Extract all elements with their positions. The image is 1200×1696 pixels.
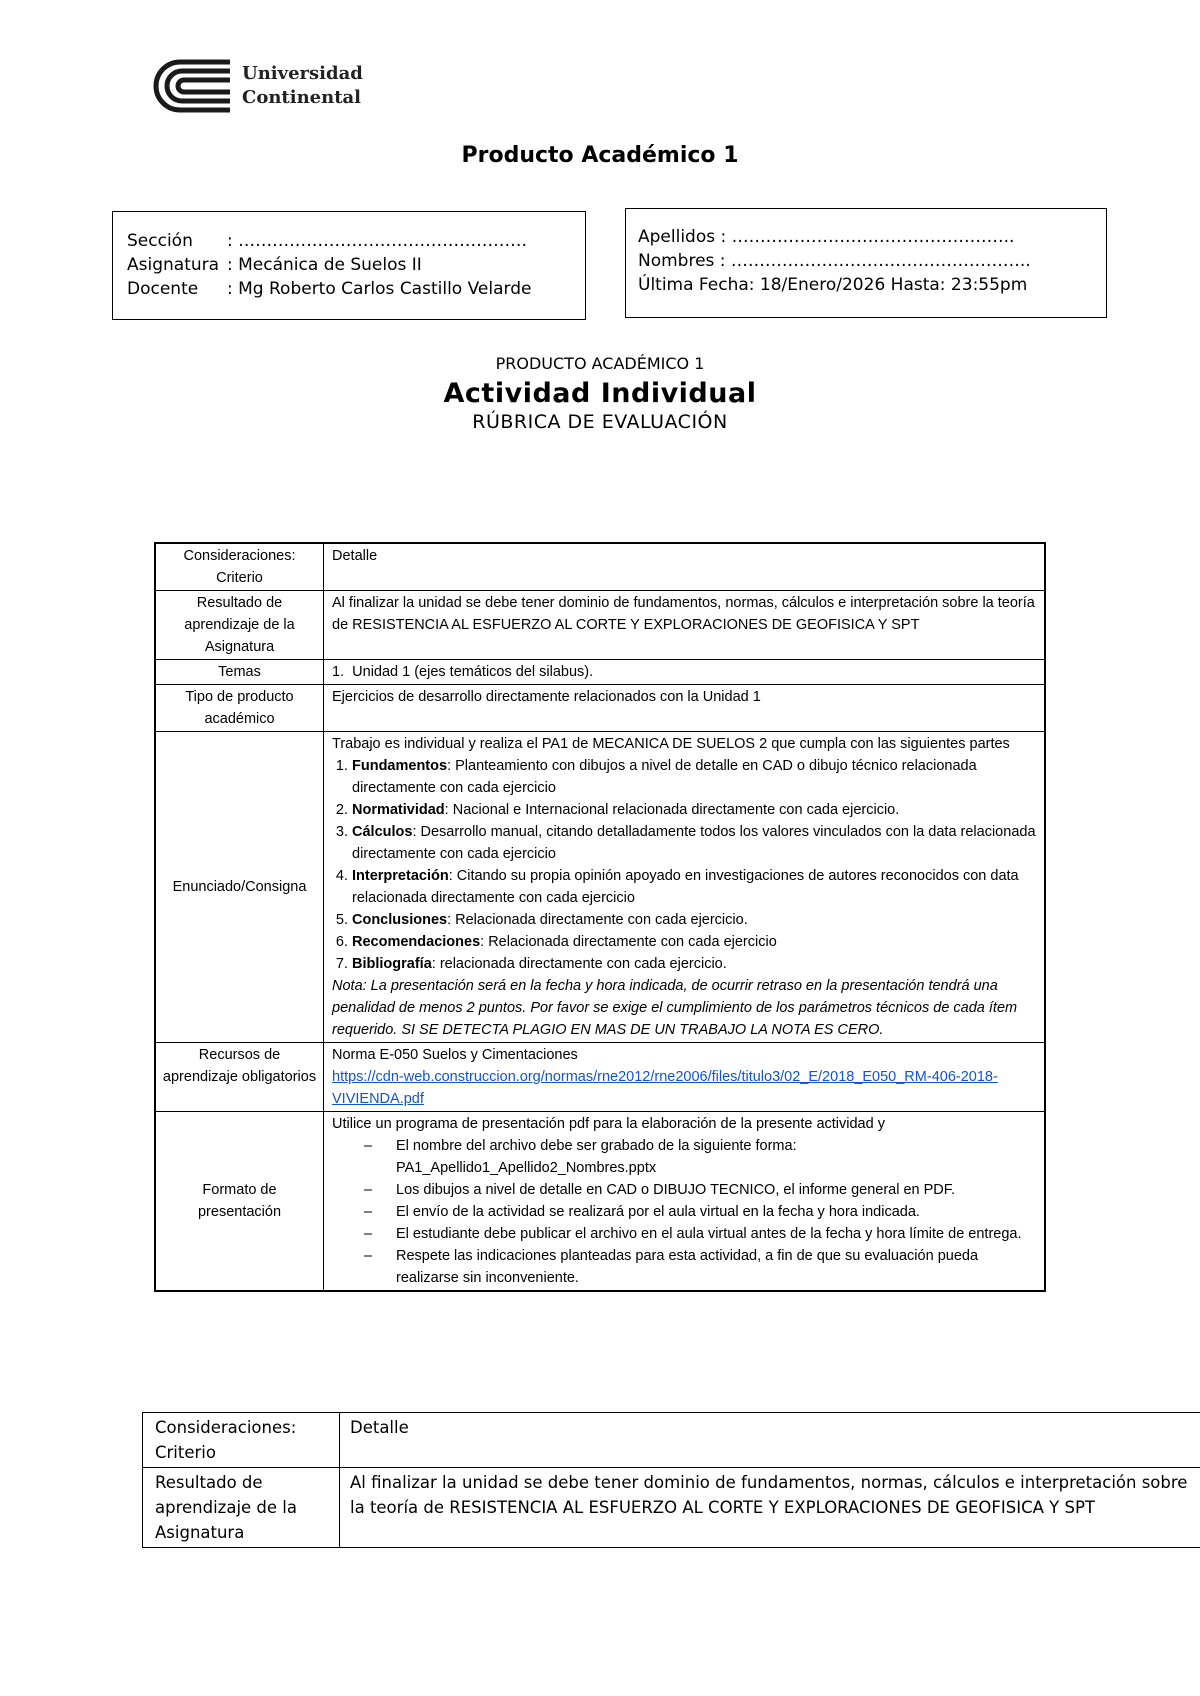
item-text: : Relacionada directamente con cada ejercicio: [480, 934, 777, 950]
list-item: [352, 953, 1036, 975]
list-item: [352, 931, 1036, 953]
docente-value: : Mg Roberto Carlos Castillo Velarde: [227, 279, 532, 299]
list-item: [352, 799, 1036, 821]
row-label-enunciado: Enunciado/Consigna: [155, 732, 324, 1043]
apellidos-field: Apellidos : …………………………………………..: [638, 227, 1015, 247]
list-item: [352, 821, 1036, 865]
item-term: Recomendaciones: [352, 934, 481, 950]
list-item: – El envío de la actividad se realizará por el aula virtual en la fecha y hora indicada.: [364, 1201, 1036, 1223]
docente-row: [127, 277, 585, 301]
item-text: : Citando su propia opinión apoyado en investigaciones de autores reconocidos con data relacionada directamente con cada ejercicio: [352, 868, 1019, 906]
item-term: Normatividad: [352, 802, 445, 818]
row-cell-temas: [324, 660, 1046, 685]
enunciado-note: Nota: La presentación será en la fecha y hora indicada, de ocurrir retraso en la presentación tendrá una penalidad de menos 2 puntos. Por favor se exige el cumplimiento de los parámetros técnicos de cada ítem requerido. SI SE DETECTA PLAGIO EN MAS DE UN TRABAJO LA NOTA ES CERO.: [332, 978, 1018, 1038]
row-label-resultado: Resultado de aprendizaje de la Asignatura: [155, 591, 324, 660]
row-label-tipo: Tipo de producto académico: [155, 685, 324, 732]
activity-title: Actividad Individual: [443, 378, 757, 409]
list-item: [352, 755, 1036, 799]
header-detalle: Detalle: [340, 1413, 1200, 1468]
asignatura-row: [127, 253, 585, 277]
row-text-tipo: Ejercicios de desarrollo directamente relacionados con la Unidad 1: [324, 685, 1046, 732]
table-row: [155, 732, 1045, 1043]
formato-intro: Utilice un programa de presentación pdf para la elaboración de la presente actividad y: [332, 1116, 885, 1132]
deadline-text: Última Fecha: 18/Enero/2026 Hasta: 23:55pm: [638, 275, 1028, 295]
rubric-table: [154, 542, 1046, 1292]
row-text-resultado: Al finalizar la unidad se debe tener dominio de fundamentos, normas, cálculos e interpretación sobre la teoría de RESISTENCIA AL ESFUERZO AL CORTE Y EXPLORACIONES DE GEOFISICA Y SPT: [324, 591, 1046, 660]
formato-list: [332, 1135, 1036, 1289]
item-term: Fundamentos: [352, 758, 448, 774]
item-text: : Nacional e Internacional relacionada directamente con cada ejercicio.: [444, 802, 900, 818]
table-row: [155, 660, 1045, 685]
row-cell-enunciado: [324, 732, 1046, 1043]
enunciado-list: [332, 755, 1036, 975]
item-text: : Planteamiento con dibujos a nivel de detalle en CAD o dibujo técnico relacionada directamente con cada ejercicio: [352, 758, 977, 796]
item-term: Interpretación: [352, 868, 449, 884]
table-row: [143, 1468, 1200, 1548]
item-text: : Desarrollo manual, citando detalladamente todos los valores vinculados con la data relacionada directamente con cada ejercicio: [352, 824, 1036, 862]
row-label-recursos: Recursos de aprendizaje obligatorios: [155, 1043, 324, 1112]
list-item: – Respete las indicaciones planteadas para esta actividad, a fin de que su evaluación pueda realizarse sin inconveniente.: [364, 1245, 1036, 1289]
table-row: [155, 1043, 1045, 1112]
row-text-resultado: Al finalizar la unidad se debe tener dominio de fundamentos, normas, cálculos e interpretación sobre la teoría de RESISTENCIA AL ESFUERZO AL CORTE Y EXPLORACIONES DE GEOFISICA Y SPT: [340, 1468, 1200, 1548]
product-subtitle: PRODUCTO ACADÉMICO 1: [495, 354, 705, 373]
seccion-row: [127, 229, 585, 253]
docente-label: Docente: [127, 279, 199, 299]
table-row: [155, 685, 1045, 732]
logo-text: [242, 62, 363, 110]
recursos-text: Norma E-050 Suelos y Cimentaciones: [332, 1047, 578, 1063]
item-term: Conclusiones: [352, 912, 448, 928]
logo-line-2: Continental: [242, 87, 362, 108]
row-label-formato: Formato de presentación: [155, 1112, 324, 1292]
list-item: – El nombre del archivo debe ser grabado de la siguiente forma: PA1_Apellido1_Apellido2_Nombres.pptx: [364, 1135, 1036, 1179]
logo-line-1: Universidad: [242, 63, 363, 84]
item-text: : relacionada directamente con cada ejercicio.: [431, 956, 727, 972]
continental-logo-icon: [150, 56, 234, 116]
header-detalle: Detalle: [324, 543, 1046, 591]
item-text: : Relacionada directamente con cada ejercicio.: [447, 912, 748, 928]
list-item: [352, 865, 1036, 909]
list-item: – Los dibujos a nivel de detalle en CAD o DIBUJO TECNICO, el informe general en PDF.: [364, 1179, 1036, 1201]
course-info-box: [112, 211, 586, 320]
student-info-box: [625, 208, 1107, 318]
row-label-temas: Temas: [155, 660, 324, 685]
seccion-value: : ……………………………………………: [227, 231, 528, 251]
asignatura-label: Asignatura: [127, 255, 220, 275]
seccion-label: Sección: [127, 231, 193, 251]
table-row: [155, 543, 1045, 591]
asignatura-value: : Mecánica de Suelos II: [227, 255, 422, 275]
list-item: [352, 909, 1036, 931]
header-criterio: Consideraciones: Criterio: [143, 1413, 340, 1468]
row-cell-recursos: [324, 1043, 1046, 1112]
enunciado-intro: Trabajo es individual y realiza el PA1 de MECANICA DE SUELOS 2 que cumpla con las siguientes partes: [332, 736, 1010, 752]
row-cell-formato: [324, 1112, 1046, 1292]
row-text-temas: Unidad 1 (ejes temáticos del silabus).: [352, 664, 594, 680]
nombres-field: Nombres : ……………………………………………..: [638, 251, 1031, 271]
table-row: [155, 1112, 1045, 1292]
norma-e050-link[interactable]: https://cdn-web.construccion.org/normas/rne2012/rne2006/files/titulo3/02_E/2018_E050_RM-406-2018-VIVIENDA.pdf: [332, 1069, 998, 1107]
list-item: – El estudiante debe publicar el archivo en el aula virtual antes de la fecha y hora límite de entrega.: [364, 1223, 1036, 1245]
table-row: [143, 1413, 1200, 1468]
item-term: Bibliografía: [352, 956, 432, 972]
table-row: [155, 591, 1045, 660]
rubric-title: RÚBRICA DE EVALUACIÓN: [472, 411, 728, 433]
header-criterio: Consideraciones: Criterio: [155, 543, 324, 591]
temas-number: 1.: [332, 664, 353, 680]
document-title: Producto Académico 1: [461, 143, 739, 168]
rubric-table-2: [142, 1412, 1200, 1548]
university-logo: [150, 56, 370, 116]
row-label-resultado: Resultado de aprendizaje de la Asignatura: [143, 1468, 340, 1548]
item-term: Cálculos: [352, 824, 413, 840]
